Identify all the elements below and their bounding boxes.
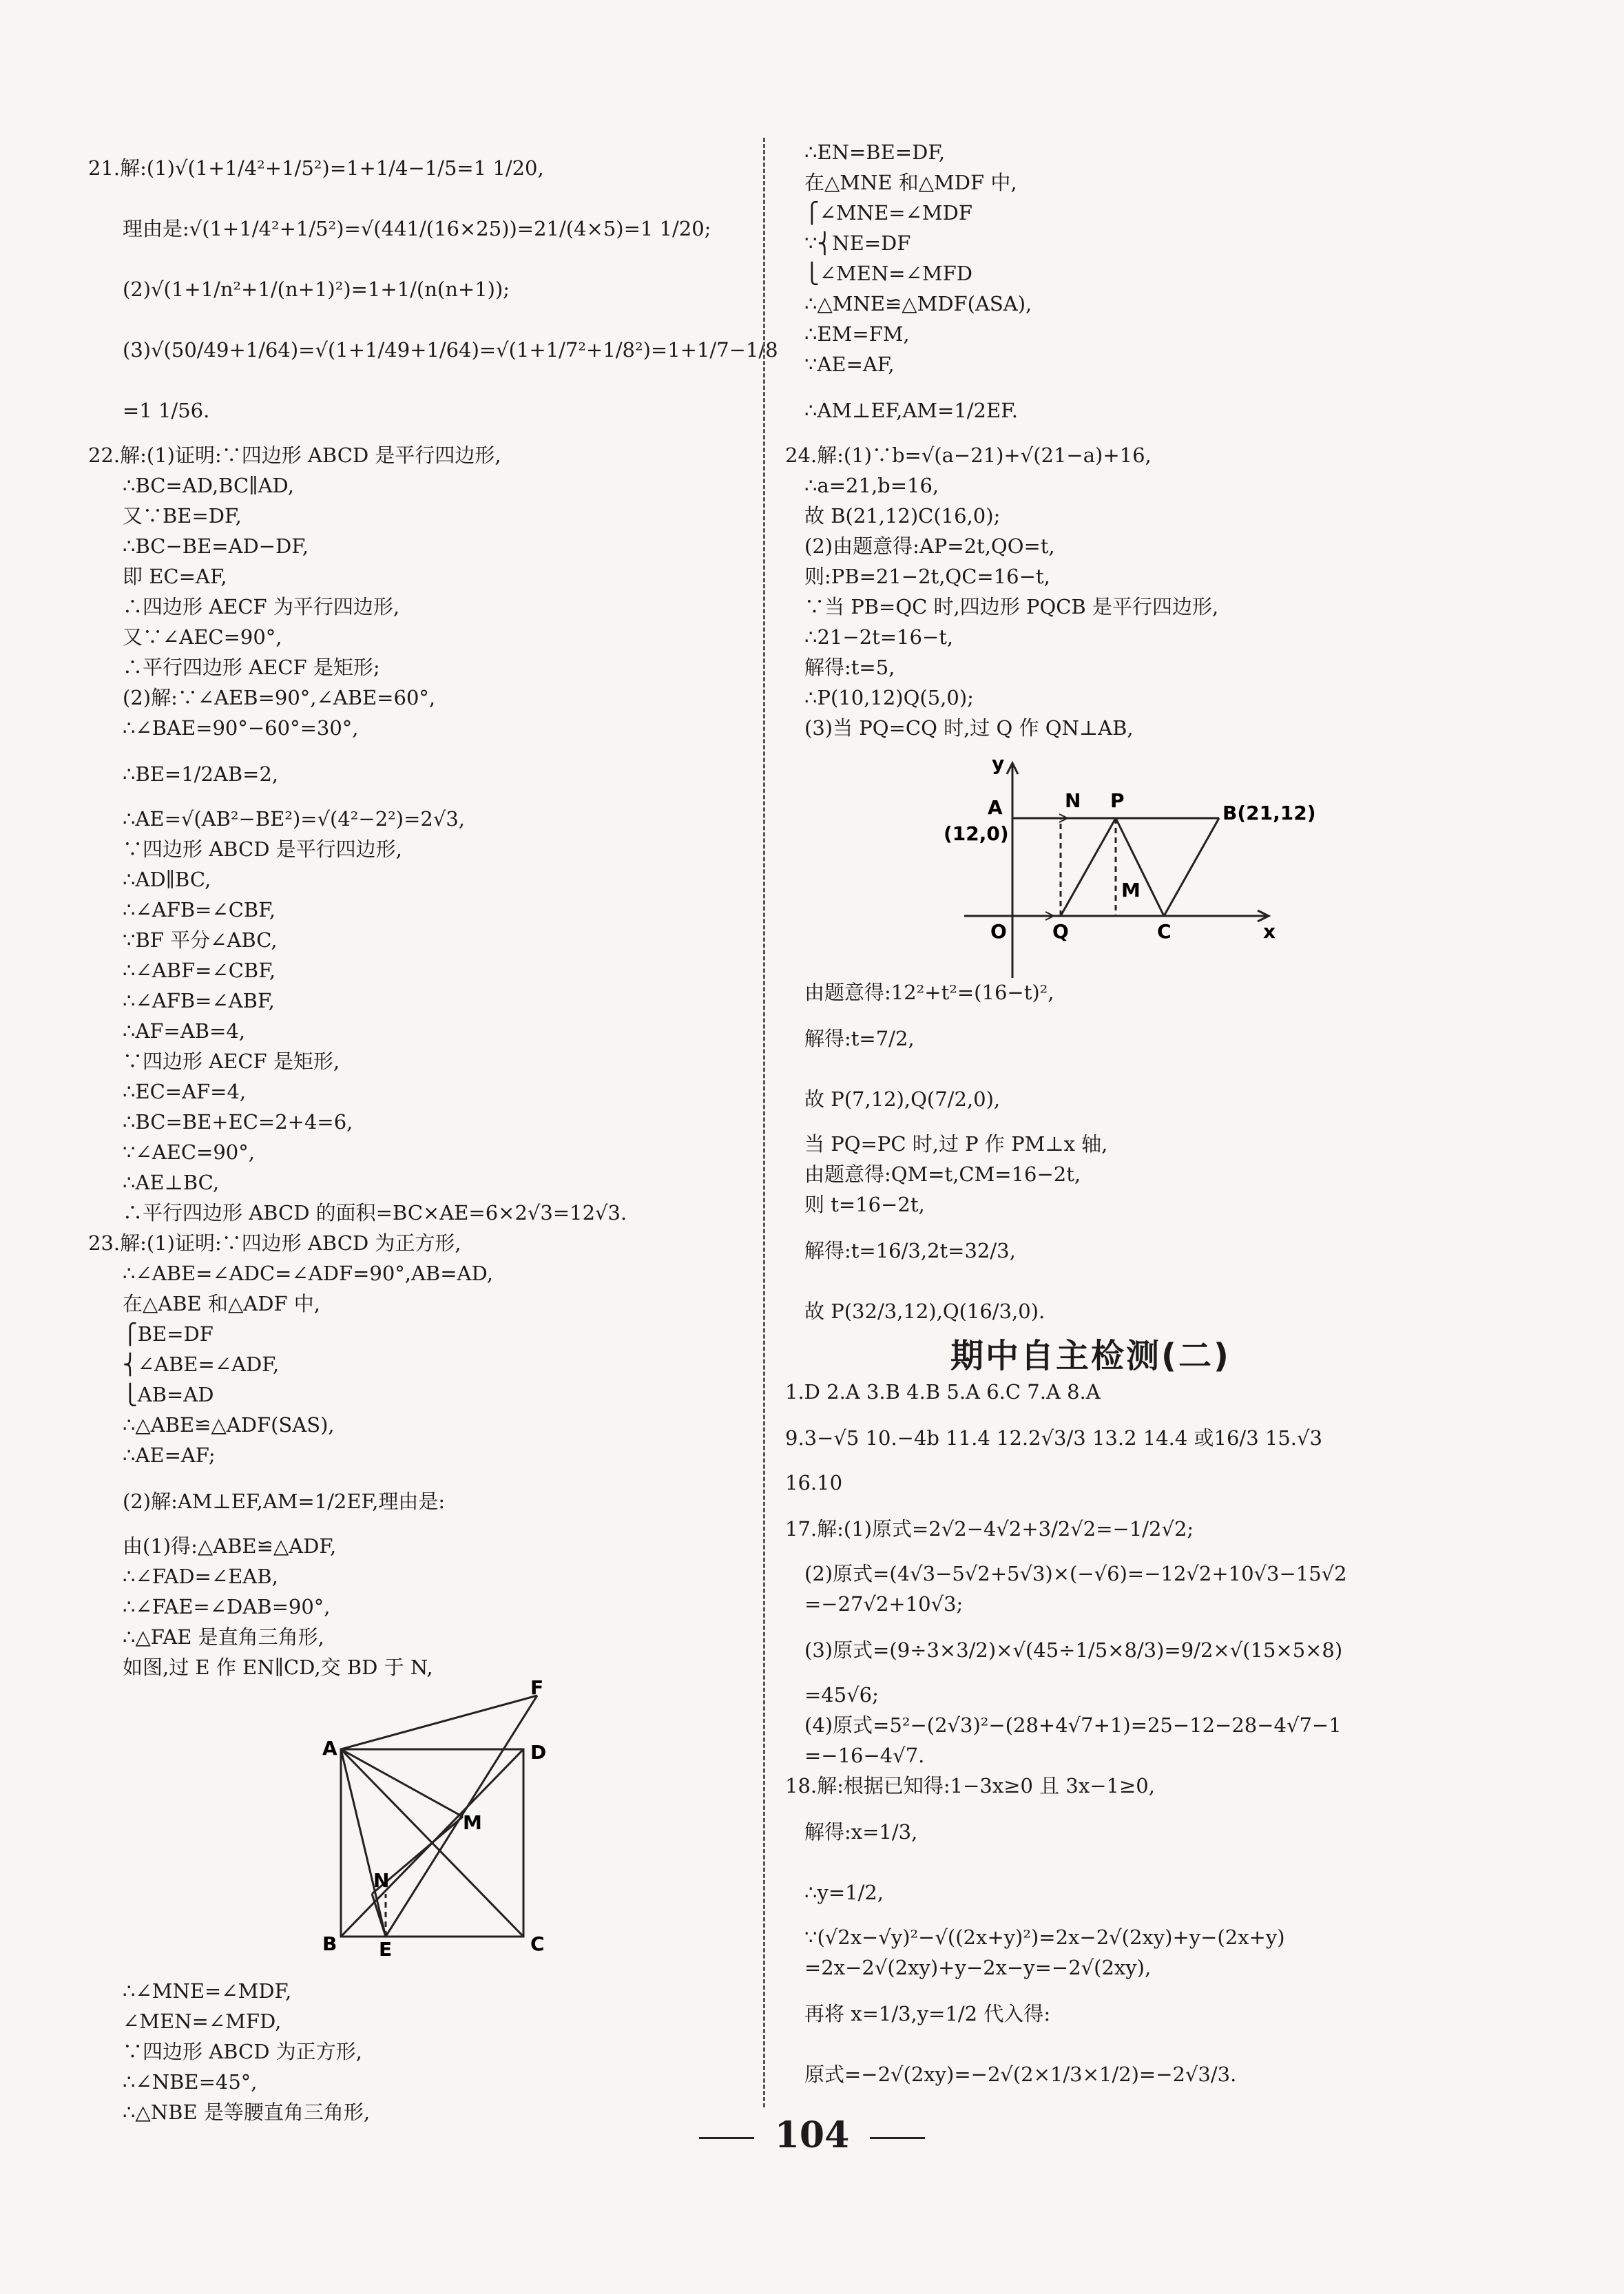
q24-line-7: ∴21−2t=16−t, (804, 625, 954, 649)
q22-line-5: 即 EC=AF, (123, 565, 227, 588)
label-n: N (1065, 789, 1081, 812)
q22-line-22: ∴BC=BE+EC=2+4=6, (123, 1110, 353, 1134)
q24-mid-line-3: 故 P(7,12),Q(7/2,0), (804, 1087, 1001, 1111)
q21-line-3: (2)√(1+1/n²+1/(n+1)²)=1+1/(n(n+1)); (123, 278, 510, 301)
label-f: F (530, 1676, 544, 1699)
q23-line-11: ∴∠FAD=∠EAB, (123, 1565, 278, 1588)
right-column-mid (785, 978, 1557, 1342)
q24-mid-line-2: 解得:t=7/2, (804, 1027, 915, 1050)
label-a-coord: (12,0) (944, 822, 1009, 845)
column-divider (763, 138, 765, 2107)
q24-mid-line-4: 当 PQ=PC 时,过 P 作 PM⊥x 轴, (804, 1132, 1108, 1156)
q23-line-3: 在△ABE 和△ADF 中, (123, 1292, 320, 1315)
q22-line-25: ∴平行四边形 ABCD 的面积=BC×AE=6×2√3=12√3. (123, 1201, 627, 1224)
q23-line-7: ∴△ABE≌△ADF(SAS), (123, 1413, 335, 1437)
q22-line-23: ∵∠AEC=90°, (123, 1140, 255, 1164)
q23-cont-line-5: ∴△NBE 是等腰直角三角形, (123, 2100, 371, 2124)
q24-line-3: 故 B(21,12)C(16,0); (804, 504, 1001, 528)
q21-line-4: (3)√(50/49+1/64)=√(1+1/49+1/64)=√(1+1/7²+1/8²)=1+1/7−1/8 (123, 338, 778, 362)
label-c: C (1157, 920, 1172, 943)
q21-line-2: 理由是:√(1+1/4²+1/5²)=√(441/(16×25))=21/(4×5)=1 1/20; (123, 217, 711, 240)
page-number (0, 2114, 1624, 2156)
q23-line-12: ∴∠FAE=∠DAB=90°, (123, 1595, 331, 1618)
q24-line-4: (2)由题意得:AP=2t,QO=t, (804, 534, 1055, 558)
q23-right-line-5: ⎩∠MEN=∠MFD (804, 262, 972, 285)
page-number-dash-right (870, 2137, 925, 2139)
label-p: P (1110, 789, 1125, 812)
q22-line-21: ∴EC=AF=4, (123, 1080, 247, 1103)
q23-right-line-2: 在△MNE 和△MDF 中, (804, 171, 1017, 194)
q23-line-2: ∴∠ABE=∠ADC=∠ADF=90°,AB=AD, (123, 1262, 493, 1285)
q22-line-11: ∴BE=1/2AB=2, (123, 762, 279, 786)
q22-line-19: ∴AF=AB=4, (123, 1019, 246, 1043)
label-n: N (373, 1869, 390, 1892)
q24-mid-line-6: 则 t=16−2t, (804, 1193, 925, 1216)
q22-line-1: 22.解:(1)证明:∵四边形 ABCD 是平行四边形, (88, 444, 501, 467)
label-m: M (1121, 879, 1141, 901)
q23-line-1: 23.解:(1)证明:∵四边形 ABCD 为正方形, (88, 1231, 461, 1255)
q22-line-16: ∵BF 平分∠ABC, (123, 928, 278, 952)
q18-line-3: ∴y=1/2, (804, 1881, 884, 1904)
q23-right-line-3: ⎧∠MNE=∠MDF (804, 201, 972, 225)
q24-line-10: (3)当 PQ=CQ 时,过 Q 作 QN⊥AB, (804, 716, 1134, 740)
q23-line-14: 如图,过 E 作 EN∥CD,交 BD 于 N, (123, 1656, 433, 1679)
answers-line-3: 16.10 (785, 1471, 843, 1494)
label-a: A (988, 796, 1003, 819)
q23-cont-line-4: ∴∠NBE=45°, (123, 2070, 258, 2094)
q22-line-18: ∴∠AFB=∠ABF, (123, 989, 275, 1012)
section-heading: 期中自主检测(二) (950, 1337, 1231, 1375)
label-q: Q (1052, 920, 1069, 943)
right-column-bottom (785, 1377, 1557, 2105)
label-m: M (463, 1811, 482, 1834)
q23-line-6: ⎩AB=AD (123, 1383, 214, 1406)
q23-line-8: ∴AE=AF; (123, 1443, 216, 1467)
q21-line-1: 21.解:(1)√(1+1/4²+1/5²)=1+1/4−1/5=1 1/20, (88, 156, 544, 180)
q18-line-5: =2x−2√(2xy)+y−2x−y=−2√(2xy), (804, 1956, 1152, 1979)
q17-line-6: (4)原式=5²−(2√3)²−(28+4√7+1)=25−12−28−4√7−1 (804, 1713, 1342, 1737)
q17-line-5: =45√6; (804, 1683, 879, 1707)
q23-right-line-4: ∵⎨NE=DF (804, 231, 911, 255)
q22-line-8: ∴平行四边形 AECF 是矩形; (123, 656, 380, 679)
q22-line-9: (2)解:∵∠AEB=90°,∠ABE=60°, (123, 686, 436, 709)
q17-line-1: 17.解:(1)原式=2√2−4√2+3/2√2=−1/2√2; (785, 1517, 1194, 1541)
right-column-top (785, 138, 1557, 744)
q24-line-9: ∴P(10,12)Q(5,0); (804, 686, 974, 709)
q24-line-5: 则:PB=21−2t,QC=16−t, (804, 565, 1050, 588)
label-d: D (530, 1741, 547, 1764)
label-e: E (379, 1938, 393, 1961)
q17-line-4: (3)原式=(9÷3×3/2)×√(45÷1/5×8/3)=9/2×√(15×5×8) (804, 1638, 1343, 1662)
q22-line-12: ∴AE=√(AB²−BE²)=√(4²−2²)=2√3, (123, 807, 466, 831)
q23-right-line-6: ∴△MNE≌△MDF(ASA), (804, 292, 1032, 315)
q18-line-1: 18.解:根据已知得:1−3x≥0 且 3x−1≥0, (785, 1774, 1155, 1797)
q22-line-20: ∵四边形 AECF 是矩形, (123, 1050, 340, 1073)
left-column-bottom (88, 1977, 736, 2128)
q24-mid-line-5: 由题意得:QM=t,CM=16−2t, (804, 1162, 1081, 1186)
q17-line-7: =−16−4√7. (804, 1744, 925, 1767)
q22-line-24: ∴AE⊥BC, (123, 1171, 220, 1194)
q18-line-7: 原式=−2√(2xy)=−2√(2×1/3×1/2)=−2√3/3. (804, 2063, 1237, 2086)
q17-line-3: =−27√2+10√3; (804, 1592, 964, 1616)
coordinate-figure (930, 751, 1316, 985)
label-b: B (322, 1932, 337, 1955)
q23-right-line-1: ∴EN=BE=DF, (804, 140, 946, 164)
page-number-dash-left (699, 2137, 754, 2139)
q23-line-10: 由(1)得:△ABE≌△ADF, (123, 1534, 337, 1558)
q22-line-7: 又∵∠AEC=90°, (123, 625, 282, 649)
answers-line-2: 9.3−√5 10.−4b 11.4 12.2√3/3 13.2 14.4 或16/3 15.√3 (785, 1426, 1322, 1450)
q24-line-8: 解得:t=5, (804, 656, 895, 679)
q22-line-2: ∴BC=AD,BC∥AD, (123, 474, 294, 497)
q22-line-13: ∵四边形 ABCD 是平行四边形, (123, 837, 402, 861)
page-number-text: 104 (774, 2114, 850, 2156)
q23-cont-line-3: ∵四边形 ABCD 为正方形, (123, 2040, 362, 2063)
answers-line-1: 1.D 2.A 3.B 4.B 5.A 6.C 7.A 8.A (785, 1380, 1101, 1404)
label-y: y (992, 752, 1005, 775)
q17-line-2: (2)原式=(4√3−5√2+5√3)×(−√6)=−12√2+10√3−15√2 (804, 1562, 1347, 1585)
q24-mid-line-8: 故 P(32/3,12),Q(16/3,0). (804, 1300, 1045, 1323)
q22-line-4: ∴BC−BE=AD−DF, (123, 534, 309, 558)
q22-line-17: ∴∠ABF=∠CBF, (123, 959, 276, 982)
q18-line-4: ∵(√2x−√y)²−√((2x+y)²)=2x−2√(2xy)+y−(2x+y) (804, 1926, 1285, 1949)
q23-line-5: ⎨∠ABE=∠ADF, (123, 1353, 280, 1376)
q21-line-5: =1 1/56. (123, 399, 210, 422)
label-x: x (1263, 920, 1276, 943)
q23-right-line-8: ∵AE=AF, (804, 353, 895, 376)
label-o: O (990, 920, 1007, 943)
q22-line-14: ∴AD∥BC, (123, 868, 211, 891)
label-b: B(21,12) (1222, 802, 1316, 824)
q18-line-2: 解得:x=1/3, (804, 1820, 918, 1844)
left-column (88, 138, 778, 1683)
label-a: A (322, 1737, 337, 1760)
q23-line-4: ⎧BE=DF (123, 1322, 214, 1346)
q23-cont-line-2: ∠MEN=∠MFD, (123, 2010, 282, 2033)
q22-line-10: ∴∠BAE=90°−60°=30°, (123, 716, 359, 740)
label-c: C (530, 1932, 545, 1955)
square-figure (303, 1673, 592, 1963)
q23-right-line-9: ∴AM⊥EF,AM=1/2EF. (804, 399, 1018, 422)
q23-line-13: ∴△FAE 是直角三角形, (123, 1625, 324, 1649)
q24-line-6: ∵当 PB=QC 时,四边形 PQCB 是平行四边形, (804, 595, 1219, 618)
q22-line-15: ∴∠AFB=∠CBF, (123, 898, 276, 921)
q24-line-2: ∴a=21,b=16, (804, 474, 939, 497)
q24-line-1: 24.解:(1)∵b=√(a−21)+√(21−a)+16, (785, 444, 1152, 467)
q18-line-6: 再将 x=1/3,y=1/2 代入得: (804, 2002, 1051, 2025)
q23-right-line-7: ∴EM=FM, (804, 322, 910, 346)
q23-line-9: (2)解:AM⊥EF,AM=1/2EF,理由是: (123, 1490, 446, 1513)
q22-line-6: ∴四边形 AECF 为平行四边形, (123, 595, 400, 618)
q24-mid-line-7: 解得:t=16/3,2t=32/3, (804, 1239, 1016, 1262)
q23-cont-line-1: ∴∠MNE=∠MDF, (123, 1979, 292, 2003)
q24-mid-line-1: 由题意得:12²+t²=(16−t)², (804, 981, 1054, 1004)
q22-line-3: 又∵BE=DF, (123, 504, 242, 528)
